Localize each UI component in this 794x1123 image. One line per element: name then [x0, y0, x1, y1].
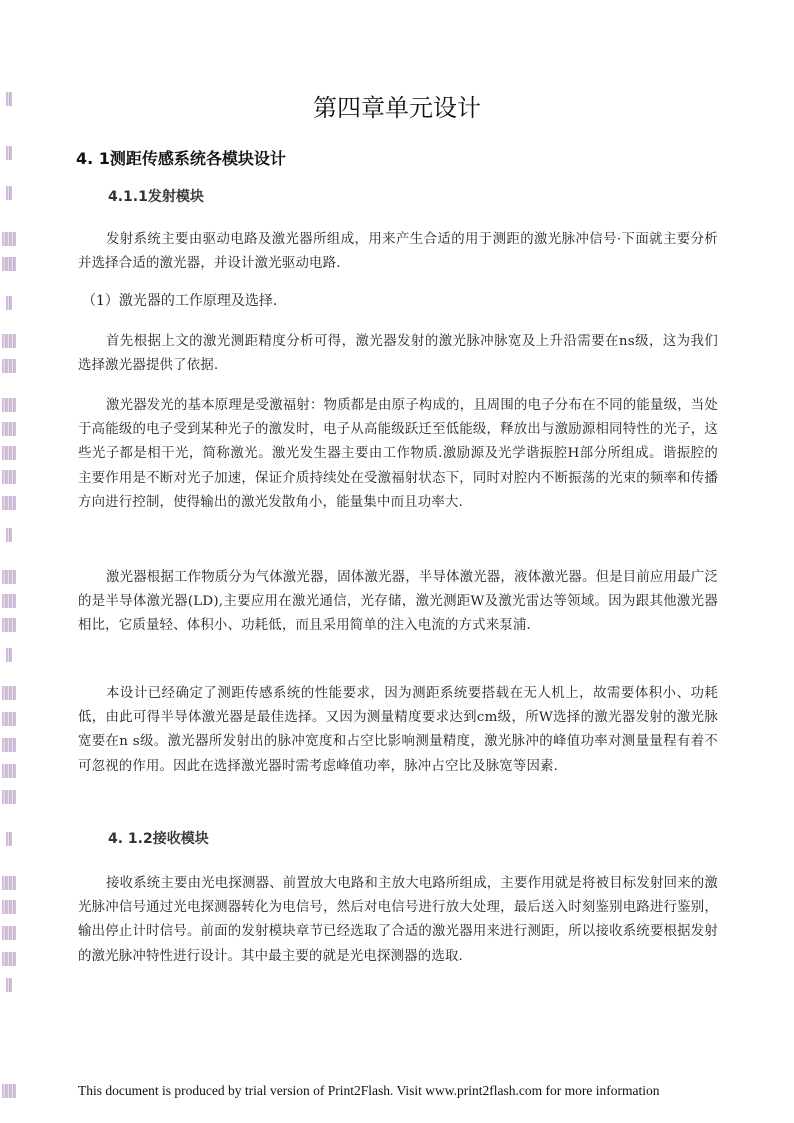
margin-mark [2, 398, 16, 412]
margin-mark [2, 359, 16, 373]
margin-mark [2, 790, 16, 804]
paragraph: 本设计已经确定了测距传感系统的性能要求，因为测距系统要搭载在无人机上，故需要体积小、功耗低，由此可得半导体激光器是最佳选择。又因为测量精度要求达到cm级，所W选择的激光器发射的激光脉宽要在n s级。激光器所发射出的脉冲宽度和占空比影响测量精度，激光脉冲的峰值功率对测量量程有着不可忽视的作用。因此在选择激光器时需考虑峰值功率，脉冲占空比及脉宽等因素. [78, 686, 718, 774]
margin-mark [6, 528, 12, 542]
margin-mark [6, 648, 12, 662]
margin-mark [2, 334, 16, 348]
margin-mark [2, 257, 16, 271]
margin-mark [2, 1084, 16, 1098]
margin-mark [2, 738, 16, 752]
paragraph: 接收系统主要由光电探测器、前置放大电路和主放大电路所组成，主要作用就是将被目标发射回来的激光脉冲信号通过光电探测器转化为电信号，然后对电信号进行放大处理，最后送入时刻鉴别电路进行鉴别，输出停止计时信号。前面的发射模块章节已经选取了合适的激光器用来进行测距，所以接收系统要根据发射的激光脉冲特性进行设计。其中最主要的就是光电探测器的选取. [78, 876, 718, 964]
margin-mark [2, 470, 16, 484]
margin-mark [2, 422, 16, 436]
list-item-heading: （1）激光器的工作原理及选择. [82, 293, 278, 309]
trial-watermark-footer: This document is produced by trial version of Print2Flash. Visit www.print2flash.com for more information [78, 1083, 660, 1098]
margin-mark [2, 570, 16, 584]
margin-mark [6, 832, 12, 846]
subsection-heading-receive: 4. 1.2接收模块 [108, 831, 209, 847]
margin-mark [2, 232, 16, 246]
margin-mark [6, 186, 12, 200]
subsection-heading-transmit: 4.1.1发射模块 [108, 189, 204, 205]
margin-mark [2, 764, 16, 778]
margin-mark [2, 686, 16, 700]
margin-mark [2, 618, 16, 632]
margin-artifacts [2, 0, 20, 1123]
margin-mark [2, 900, 16, 914]
margin-mark [2, 712, 16, 726]
margin-mark [2, 926, 16, 940]
paragraph: 激光器发光的基本原理是受激福射：物质都是由原子构成的，且周围的电子分布在不同的能量级，当处于高能级的电子受到某种光子的激发时，电子从高能级跃迁至低能级，释放出与激励源相同特性的光子，这些光子都是相干光，简称激光。激光发生器主要由工作物质.激励源及光学谐振腔H部分所组成。谐振腔的主要作用是不断对光子加速，保证介质持续处在受激福射状态下，同时对腔内不断振荡的光束的频率和传播方向进行控制，使得输出的激光发散角小，能量集中而且功率大. [78, 398, 718, 510]
margin-mark [6, 296, 12, 310]
margin-mark [2, 952, 16, 966]
margin-mark [6, 978, 12, 992]
section-heading: 4. 1测距传感系统各模块设计 [76, 149, 286, 168]
margin-mark [2, 594, 16, 608]
margin-mark [2, 496, 16, 510]
paragraph: 激光器根据工作物质分为气体激光器，固体激光器，半导体激光器，液体激光器。但是目前应用最广泛的是半导体激光器(LD),主要应用在激光通信，光存储，激光测距W及激光雷达等领域。因为跟其他激光器相比，它质量轻、体积小、功耗低，而且采用简单的注入电流的方式来泵浦. [78, 570, 718, 634]
margin-mark [2, 446, 16, 460]
paragraph: 首先根据上文的激光测距精度分析可得，激光器发射的激光脉冲脉宽及上升沿需要在ns级，这为我们选择激光器提供了依据. [78, 334, 718, 374]
margin-mark [6, 146, 12, 160]
margin-mark [2, 876, 16, 890]
paragraph: 发射系统主要由驱动电路及激光器所组成，用来产生合适的用于测距的激光脉冲信号·下面就主要分析并选择合适的激光器，并设计激光驱动电路. [78, 232, 718, 272]
chapter-title: 第四章单元设计 [313, 94, 481, 122]
